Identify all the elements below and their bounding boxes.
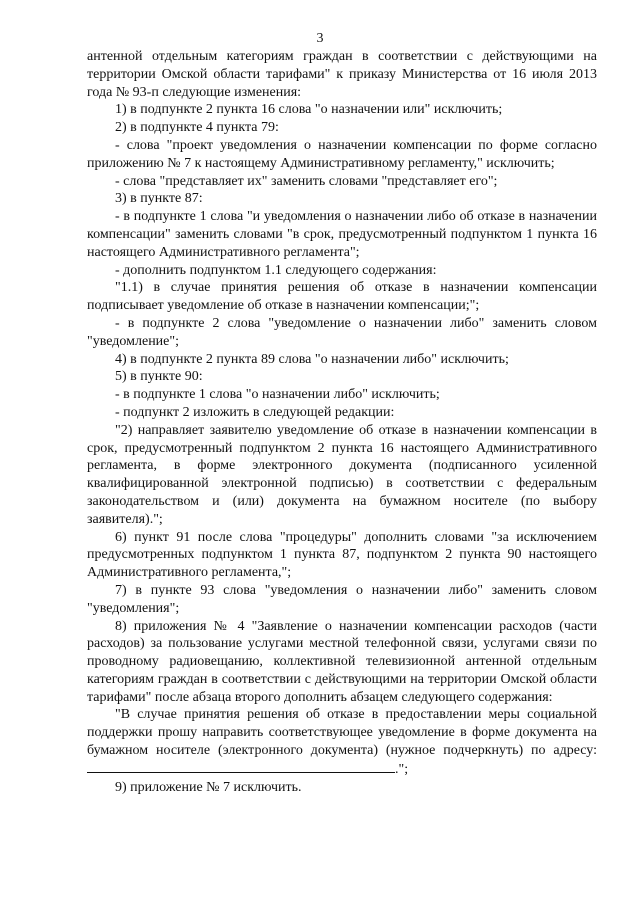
- paragraph: 2) в подпункте 4 пункта 79:: [115, 120, 279, 136]
- paragraph: - слова "проект уведомления о назначении компенсации по форме согласно приложению № 7 к настоящему Административному регламенту," исключить;: [87, 137, 597, 171]
- paragraph: 9) приложение № 7 исключить.: [115, 779, 302, 795]
- paragraph: - подпункт 2 изложить в следующей редакции:: [115, 404, 395, 420]
- paragraph: 1) в подпункте 2 пункта 16 слова "о назначении или" исключить;: [115, 102, 503, 118]
- paragraph: 5) в пункте 90:: [115, 369, 203, 385]
- paragraph: 6) пункт 91 после слова "процедуры" дополнить словами "за исключением предусмотренных подпунктом 1 пункта 87, подпунктом 2 пункта 90 настоящего Административного регламента,";: [87, 529, 597, 581]
- paragraph: антенной отдельным категориям граждан в соответствии с действующими на территории Омской области тарифами" к приказу Министерства от 16 июля 2013 года № 93-п следующие изменения:: [87, 49, 597, 100]
- paragraph: 8) приложения № 4 "Заявление о назначении компенсации расходов (части расходов) за пользование услугами местной телефонной связи, услугами связи по проводному радиовещанию, коллективной телевизионной антенной отдельным категориям граждан в соответствии с действующими на территории Омской области тарифами" после абзаца второго дополнить абзацем следующего содержания:: [87, 618, 597, 705]
- paragraph: - дополнить подпунктом 1.1 следующего содержания:: [115, 262, 437, 278]
- paragraph: - в подпункте 1 слова "и уведомления о назначении либо об отказе в назначении компенсации" заменить словами "в срок, предусмотренный подпунктом 1 пункта 16 настоящего Административного регламента";: [87, 209, 597, 260]
- document-body: [87, 48, 597, 796]
- paragraph: - в подпункте 1 слова "о назначении либо" исключить;: [115, 387, 440, 403]
- address-blank-line: [87, 760, 395, 773]
- address-paragraph-text: "В случае принятия решения об отказе в предоставлении меры социальной поддержки прошу направить соответствующее уведомление в форме документа на бумажном носителе (электронного документа) (нужное подчеркнуть) по адресу:: [87, 707, 597, 759]
- address-paragraph: [87, 706, 597, 778]
- paragraph: - слова "представляет их" заменить словами "представляет его";: [115, 173, 498, 189]
- paragraph: 3) в пункте 87:: [115, 191, 203, 207]
- address-paragraph-tail: .";: [395, 761, 409, 777]
- paragraph: - в подпункте 2 слова "уведомление о назначении либо" заменить словом "уведомление";: [87, 315, 597, 349]
- paragraph: "2) направляет заявителю уведомление об отказе в назначении компенсации в срок, предусмотренный подпунктом 2 пункта 16 настоящего Административного регламента, в форме электронного документа (подписанного усиленной квалифицированной электронной подписью) в соответствии с федеральным законодательством и (или) документа на бумажном носителе (по выбору заявителя).";: [87, 422, 597, 527]
- page-number: 3: [316, 31, 324, 46]
- paragraph: 7) в пункте 93 слова "уведомления о назначении либо" заменить словом "уведомления";: [87, 582, 597, 616]
- paragraph: 4) в подпункте 2 пункта 89 слова "о назначении либо" исключить;: [115, 351, 509, 367]
- paragraph: "1.1) в случае принятия решения об отказе в назначении компенсации подписывает уведомление об отказе в назначении компенсации;";: [87, 280, 597, 314]
